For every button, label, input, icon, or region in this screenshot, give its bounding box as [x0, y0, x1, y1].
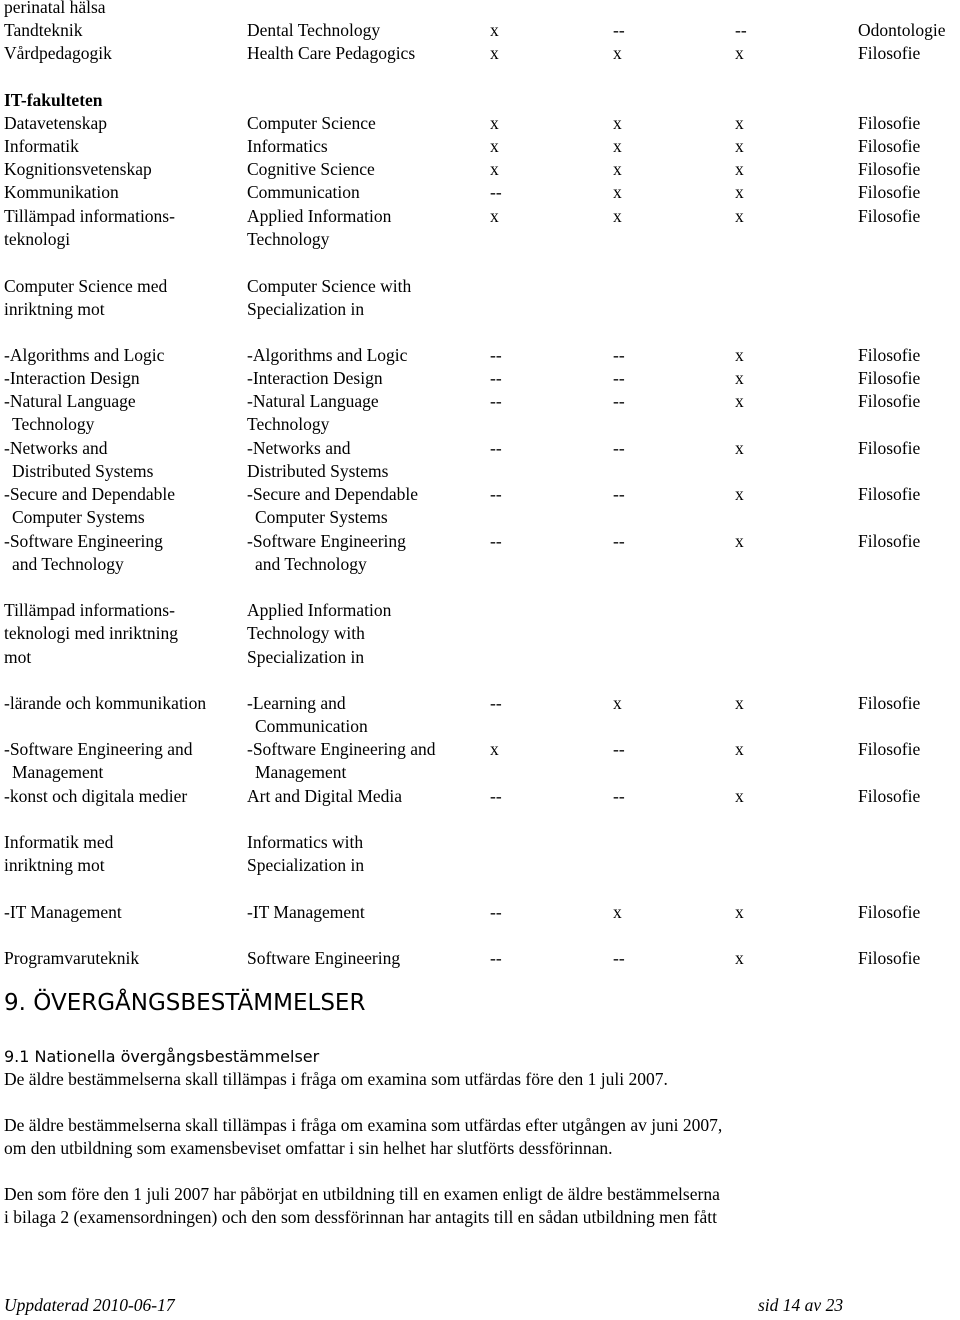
faculty-heading: IT-fakulteten — [4, 90, 103, 110]
cell-mark-b: -- — [613, 948, 625, 968]
cell-degree: Filosofie — [858, 159, 921, 179]
paragraph-2-line-2: om den utbildning som examensbeviset omfattar i sin helhet har slutförts dessförinnan. — [4, 1138, 613, 1158]
cell-degree: Filosofie — [858, 739, 921, 759]
cell-mark-c: x — [735, 786, 744, 806]
cell-mark-c: -- — [735, 20, 747, 40]
cell-sv: -IT Management — [4, 902, 122, 922]
paragraph-2-line-1: De äldre bestämmelserna skall tillämpas i fråga om examina som utfärdas efter utgången av juni 2007, — [4, 1115, 723, 1135]
cell-degree: Filosofie — [858, 902, 921, 922]
cell-degree: Filosofie — [858, 531, 921, 551]
cell-sv: -Networks and — [4, 438, 108, 458]
cell-sv: -Interaction Design — [4, 368, 140, 388]
cell-mark-c: x — [735, 391, 744, 411]
cell-en: Informatics — [247, 136, 328, 156]
cell-en: -Software Engineering and — [247, 739, 436, 759]
cell-en-cont: Specialization in — [247, 647, 365, 667]
cell-sv-cont: Computer Systems — [12, 507, 145, 527]
cell-degree: Odontologie — [858, 20, 946, 40]
cell-mark-b: -- — [613, 368, 625, 388]
cell-mark-b: -- — [613, 345, 625, 365]
cell-en: -Interaction Design — [247, 368, 383, 388]
cell-mark-a: -- — [490, 438, 502, 458]
cell-sv: -Software Engineering — [4, 531, 163, 551]
cell-mark-c: x — [735, 136, 744, 156]
cell-sv: Tandteknik — [4, 20, 83, 40]
footer-updated: Uppdaterad 2010-06-17 — [4, 1295, 175, 1315]
cell-mark-a: x — [490, 20, 499, 40]
cell-mark-b: x — [613, 113, 622, 133]
cell-sv-cont: Distributed Systems — [12, 461, 154, 481]
cell-degree: Filosofie — [858, 43, 921, 63]
cell-en: Computer Science with — [247, 276, 412, 296]
cell-mark-b: -- — [613, 786, 625, 806]
cell-mark-c: x — [735, 345, 744, 365]
cell-sv: Datavetenskap — [4, 113, 108, 133]
cell-en-cont: Specialization in — [247, 855, 365, 875]
cell-degree: Filosofie — [858, 391, 921, 411]
subsection-heading: 9.1 Nationella övergångsbestämmelser — [4, 1047, 320, 1066]
cell-en: -Secure and Dependable — [247, 484, 419, 504]
cell-sv: Kommunikation — [4, 182, 119, 202]
cell-sv-cont: inriktning mot — [4, 855, 105, 875]
cell-mark-c: x — [735, 206, 744, 226]
cell-sv: -Algorithms and Logic — [4, 345, 165, 365]
cell-en: -Natural Language — [247, 391, 379, 411]
cell-mark-c: x — [735, 43, 744, 63]
cell-en: -Networks and — [247, 438, 351, 458]
cell-mark-a: -- — [490, 693, 502, 713]
cell-sv-cont: mot — [4, 647, 32, 667]
cell-mark-c: x — [735, 438, 744, 458]
cell-en-cont: Technology — [247, 414, 330, 434]
cell-degree: Filosofie — [858, 368, 921, 388]
cell-sv-cont: Technology — [12, 414, 95, 434]
cell-sv: Kognitionsvetenskap — [4, 159, 152, 179]
cell-sv: Programvaruteknik — [4, 948, 140, 968]
cell-degree: Filosofie — [858, 345, 921, 365]
cell-mark-c: x — [735, 182, 744, 202]
cell-en-cont: Technology with — [247, 623, 365, 643]
cell-en-cont: Distributed Systems — [247, 461, 389, 481]
cell-sv-cont: teknologi — [4, 229, 71, 249]
cell-en: -IT Management — [247, 902, 365, 922]
cell-sv-cont: inriktning mot — [4, 299, 105, 319]
paragraph-1: De äldre bestämmelserna skall tillämpas i fråga om examina som utfärdas före den 1 juli 2007. — [4, 1069, 668, 1089]
cell-mark-c: x — [735, 739, 744, 759]
cell-mark-a: -- — [490, 391, 502, 411]
cell-en: Applied Information — [247, 600, 392, 620]
cell-mark-b: x — [613, 206, 622, 226]
cell-sv: -Natural Language — [4, 391, 136, 411]
cell-degree: Filosofie — [858, 182, 921, 202]
cell-mark-b: x — [613, 693, 622, 713]
cell-mark-b: -- — [613, 20, 625, 40]
cell-en: Dental Technology — [247, 20, 381, 40]
cell-en: Communication — [247, 182, 360, 202]
cell-mark-c: x — [735, 113, 744, 133]
cell-en: Health Care Pedagogics — [247, 43, 416, 63]
cell-sv: Computer Science med — [4, 276, 168, 296]
cell-en: Applied Information — [247, 206, 392, 226]
cell-en-cont: Management — [255, 762, 347, 782]
cell-mark-b: x — [613, 159, 622, 179]
cell-mark-a: x — [490, 159, 499, 179]
cell-sv-cont: teknologi med inriktning — [4, 623, 179, 643]
cell-en: Computer Science — [247, 113, 376, 133]
cell-en-cont: Communication — [255, 716, 368, 736]
cell-mark-a: x — [490, 206, 499, 226]
cell-mark-c: x — [735, 484, 744, 504]
cell-mark-b: x — [613, 136, 622, 156]
cell-degree: Filosofie — [858, 438, 921, 458]
paragraph-3-line-1: Den som före den 1 juli 2007 har påbörjat en utbildning till en examen enligt de äldre bestämmelserna — [4, 1184, 720, 1204]
cell-mark-b: -- — [613, 531, 625, 551]
cell-mark-b: x — [613, 902, 622, 922]
cell-mark-c: x — [735, 531, 744, 551]
cell-degree: Filosofie — [858, 136, 921, 156]
cell-en-cont: and Technology — [255, 554, 367, 574]
cell-mark-c: x — [735, 948, 744, 968]
cell-sv-cont: and Technology — [12, 554, 124, 574]
cell-mark-a: -- — [490, 182, 502, 202]
cell-mark-b: -- — [613, 391, 625, 411]
cell-degree: Filosofie — [858, 693, 921, 713]
cell-degree: Filosofie — [858, 786, 921, 806]
footer-page-number: sid 14 av 23 — [758, 1295, 844, 1315]
cell-sv: Tillämpad informations- — [4, 206, 175, 226]
cell-mark-a: x — [490, 113, 499, 133]
section-heading: 9. ÖVERGÅNGSBESTÄMMELSER — [4, 990, 366, 1016]
cell-mark-a: -- — [490, 484, 502, 504]
cell-mark-a: x — [490, 739, 499, 759]
cell-sv: -Software Engineering and — [4, 739, 193, 759]
cell-mark-c: x — [735, 902, 744, 922]
cell-sv: Tillämpad informations- — [4, 600, 175, 620]
cell-sv: -Secure and Dependable — [4, 484, 176, 504]
cell-sv-cont: Management — [12, 762, 104, 782]
cell-mark-a: -- — [490, 902, 502, 922]
cell-degree: Filosofie — [858, 948, 921, 968]
cell-en: Cognitive Science — [247, 159, 375, 179]
cell-mark-c: x — [735, 693, 744, 713]
cell-sv: Informatik — [4, 136, 79, 156]
cell-en: Informatics with — [247, 832, 364, 852]
cell-mark-a: -- — [490, 368, 502, 388]
cell-sv: perinatal hälsa — [4, 0, 106, 17]
cell-en: Art and Digital Media — [247, 786, 403, 806]
cell-sv: -konst och digitala medier — [4, 786, 188, 806]
cell-mark-b: x — [613, 182, 622, 202]
cell-mark-b: -- — [613, 739, 625, 759]
cell-mark-c: x — [735, 159, 744, 179]
cell-mark-a: x — [490, 43, 499, 63]
cell-en: -Software Engineering — [247, 531, 406, 551]
cell-mark-a: -- — [490, 345, 502, 365]
cell-mark-a: x — [490, 136, 499, 156]
cell-en: -Learning and — [247, 693, 346, 713]
cell-degree: Filosofie — [858, 113, 921, 133]
cell-en: Software Engineering — [247, 948, 401, 968]
cell-mark-a: -- — [490, 786, 502, 806]
cell-en: -Algorithms and Logic — [247, 345, 408, 365]
cell-mark-a: -- — [490, 531, 502, 551]
cell-sv: Informatik med — [4, 832, 114, 852]
cell-degree: Filosofie — [858, 206, 921, 226]
cell-mark-a: -- — [490, 948, 502, 968]
cell-mark-b: -- — [613, 484, 625, 504]
cell-en-cont: Specialization in — [247, 299, 365, 319]
cell-mark-b: x — [613, 43, 622, 63]
cell-sv: Vårdpedagogik — [4, 43, 112, 63]
cell-en-cont: Technology — [247, 229, 330, 249]
cell-en-cont: Computer Systems — [255, 507, 388, 527]
cell-mark-c: x — [735, 368, 744, 388]
paragraph-3-line-2: i bilaga 2 (examensordningen) och den som dessförinnan har antagits till en sådan utbildning men fått — [4, 1207, 717, 1227]
cell-degree: Filosofie — [858, 484, 921, 504]
cell-mark-b: -- — [613, 438, 625, 458]
cell-sv: -lärande och kommunikation — [4, 693, 207, 713]
